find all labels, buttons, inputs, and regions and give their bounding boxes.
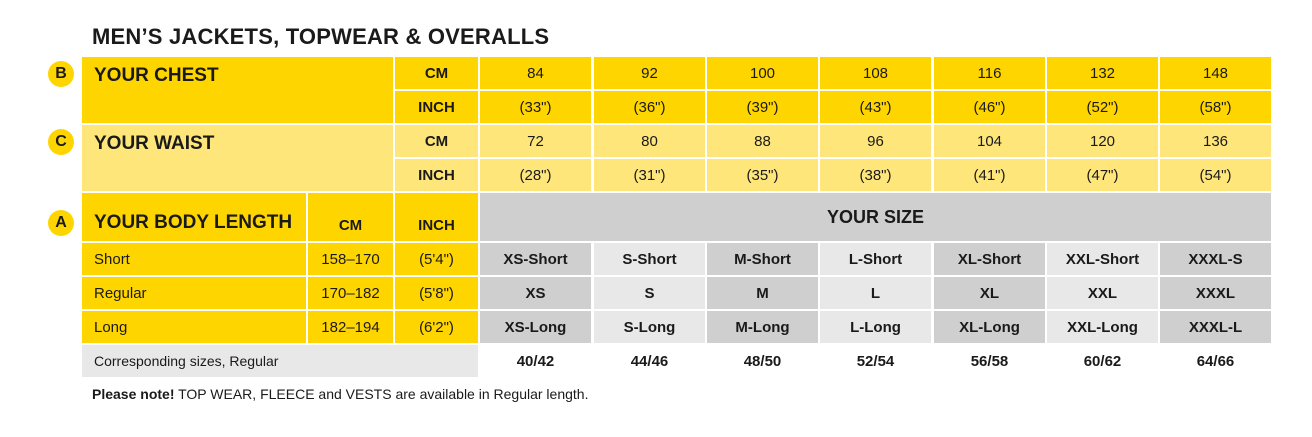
size-cell: L bbox=[820, 277, 931, 309]
size-cell: S bbox=[594, 277, 705, 309]
size-cell: XXL-Short bbox=[1047, 243, 1158, 275]
size-cell: L-Short bbox=[820, 243, 931, 275]
length-row-name: Regular bbox=[82, 277, 306, 309]
note bbox=[92, 386, 588, 402]
note-bold: Please note! bbox=[92, 386, 175, 402]
size-cell: M bbox=[707, 277, 818, 309]
size-cell: M-Long bbox=[707, 311, 818, 343]
body-length-label: YOUR BODY LENGTH bbox=[82, 193, 306, 241]
chest-cm-label: CM bbox=[395, 57, 478, 89]
size-cell: XL-Short bbox=[934, 243, 1045, 275]
chest-inch-value: (36") bbox=[594, 91, 705, 123]
length-row-cm: 170–182 bbox=[308, 277, 393, 309]
waist-inch-value: (35") bbox=[707, 159, 818, 191]
waist-inch-value: (28") bbox=[480, 159, 591, 191]
length-row-cm: 158–170 bbox=[308, 243, 393, 275]
chest-inch-label: INCH bbox=[395, 91, 478, 123]
length-row-inch: (6'2") bbox=[395, 311, 478, 343]
waist-label: YOUR WAIST bbox=[82, 125, 393, 191]
chest-cm-value: 84 bbox=[480, 57, 591, 89]
corresponding-value: 56/58 bbox=[934, 345, 1045, 377]
waist-inch-value: (38") bbox=[820, 159, 931, 191]
size-cell: XXXL bbox=[1160, 277, 1271, 309]
size-cell: XXXL-L bbox=[1160, 311, 1271, 343]
waist-cm-value: 96 bbox=[820, 125, 931, 157]
size-cell: XS bbox=[480, 277, 591, 309]
size-cell: M-Short bbox=[707, 243, 818, 275]
size-cell: XXL bbox=[1047, 277, 1158, 309]
page-title: MEN’S JACKETS, TOPWEAR & OVERALLS bbox=[92, 24, 550, 49]
body-length-cm-label: CM bbox=[308, 193, 393, 241]
chest-cm-value: 108 bbox=[820, 57, 931, 89]
badge-length: A bbox=[48, 210, 74, 236]
waist-cm-value: 80 bbox=[594, 125, 705, 157]
waist-cm-value: 104 bbox=[934, 125, 1045, 157]
your-size-header: YOUR SIZE bbox=[480, 193, 1271, 241]
chest-label: YOUR CHEST bbox=[82, 57, 393, 123]
size-cell: XL-Long bbox=[934, 311, 1045, 343]
waist-cm-label: CM bbox=[395, 125, 478, 157]
chest-inch-value: (39") bbox=[707, 91, 818, 123]
corresponding-label: Corresponding sizes, Regular bbox=[82, 345, 478, 377]
chest-inch-value: (33") bbox=[480, 91, 591, 123]
chest-cm-value: 92 bbox=[594, 57, 705, 89]
size-cell: XXL-Long bbox=[1047, 311, 1158, 343]
waist-inch-label: INCH bbox=[395, 159, 478, 191]
corresponding-value: 64/66 bbox=[1160, 345, 1271, 377]
waist-inch-value: (41") bbox=[934, 159, 1045, 191]
badge-chest: B bbox=[48, 61, 74, 87]
waist-cm-value: 72 bbox=[480, 125, 591, 157]
size-cell: S-Long bbox=[594, 311, 705, 343]
waist-inch-value: (54") bbox=[1160, 159, 1271, 191]
size-cell: XS-Short bbox=[480, 243, 591, 275]
chest-inch-value: (52") bbox=[1047, 91, 1158, 123]
size-cell: XL bbox=[934, 277, 1045, 309]
badge-waist: C bbox=[48, 129, 74, 155]
corresponding-value: 48/50 bbox=[707, 345, 818, 377]
chest-inch-value: (58") bbox=[1160, 91, 1271, 123]
body-length-inch-label: INCH bbox=[395, 193, 478, 241]
chest-cm-value: 132 bbox=[1047, 57, 1158, 89]
length-row-inch: (5'4") bbox=[395, 243, 478, 275]
length-row-name: Short bbox=[82, 243, 306, 275]
waist-inch-value: (31") bbox=[594, 159, 705, 191]
waist-cm-value: 88 bbox=[707, 125, 818, 157]
waist-inch-value: (47") bbox=[1047, 159, 1158, 191]
corresponding-value: 40/42 bbox=[480, 345, 591, 377]
corresponding-value: 52/54 bbox=[820, 345, 931, 377]
size-cell: XS-Long bbox=[480, 311, 591, 343]
chest-cm-value: 100 bbox=[707, 57, 818, 89]
length-row-cm: 182–194 bbox=[308, 311, 393, 343]
chest-inch-value: (46") bbox=[934, 91, 1045, 123]
size-cell: XXXL-S bbox=[1160, 243, 1271, 275]
length-row-inch: (5'8") bbox=[395, 277, 478, 309]
chest-cm-value: 148 bbox=[1160, 57, 1271, 89]
chest-inch-value: (43") bbox=[820, 91, 931, 123]
note-text: TOP WEAR, FLEECE and VESTS are available in Regular length. bbox=[174, 386, 589, 402]
size-cell: L-Long bbox=[820, 311, 931, 343]
corresponding-value: 60/62 bbox=[1047, 345, 1158, 377]
length-row-name: Long bbox=[82, 311, 306, 343]
waist-cm-value: 136 bbox=[1160, 125, 1271, 157]
chest-cm-value: 116 bbox=[934, 57, 1045, 89]
size-cell: S-Short bbox=[594, 243, 705, 275]
corresponding-value: 44/46 bbox=[594, 345, 705, 377]
waist-cm-value: 120 bbox=[1047, 125, 1158, 157]
